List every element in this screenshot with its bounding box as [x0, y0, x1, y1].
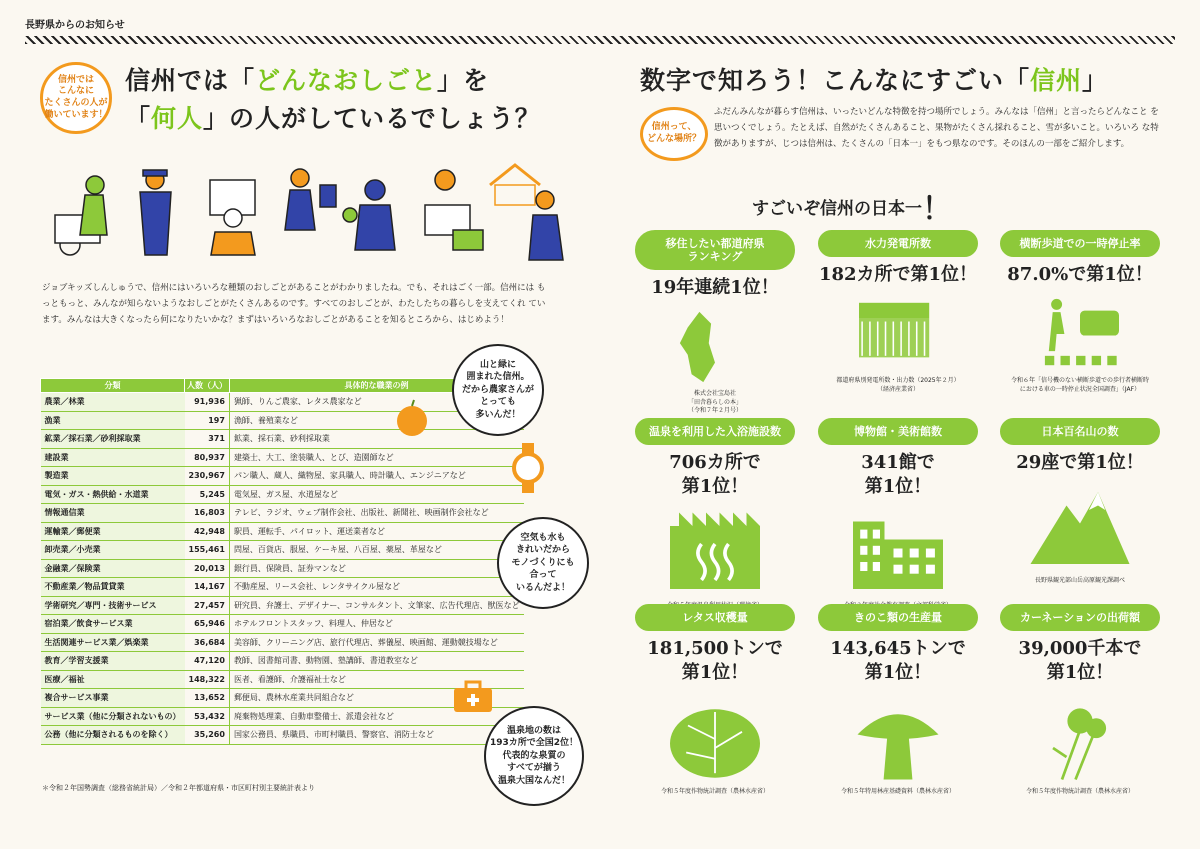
table-row: [41, 726, 524, 745]
dam-icon: [838, 295, 958, 373]
count-cell: 155,461: [185, 541, 230, 560]
example-cell: 駅員、運転手、パイロット、運送業者など: [229, 522, 523, 541]
header-examples: 具体的な職業の例: [229, 379, 523, 393]
right-badge: 信州って、 どんな場所？: [640, 107, 708, 161]
stat-label: レタス収穫量: [635, 604, 795, 631]
stat-label: カーネーションの出荷額: [1000, 604, 1160, 631]
example-cell: 美容師、クリーニング店、旅行代理店、葬儀屋、映画館、運動競技場など: [229, 633, 523, 652]
stat-source: 長野県観光部山岳高原観光課調べ: [1034, 577, 1125, 585]
stat-card: [635, 604, 795, 796]
mushroom-icon: [838, 694, 958, 784]
table-row: [41, 411, 524, 430]
stat-source: 都道府県別発電所数・出力数（2025年２月） （経済産業省）: [836, 377, 960, 393]
example-cell: 銀行員、保険員、証券マンなど: [229, 559, 523, 578]
category-cell: 運輸業／郵便業: [41, 522, 185, 541]
count-cell: 5,245: [185, 485, 230, 504]
stat-card: [635, 230, 795, 415]
category-cell: 鉱業／採石業／砂利採取業: [41, 430, 185, 449]
stat-value: 182カ所で第1位！: [818, 264, 978, 285]
example-cell: 漁師、養殖業など: [229, 411, 523, 430]
count-cell: 53,432: [185, 707, 230, 726]
count-cell: 20,013: [185, 559, 230, 578]
page-header: 長野県からのお知らせ: [25, 20, 125, 31]
table-row: [41, 652, 524, 671]
example-cell: 国家公務員、県職員、市町村職員、警察官、消防士など: [229, 726, 523, 745]
right-title: 数字で知ろう！こんなにすごい「信州」: [640, 66, 1109, 95]
stat-card: [1000, 604, 1160, 796]
nagano-map-icon: [655, 308, 775, 386]
category-cell: 宿泊業／飲食サービス業: [41, 615, 185, 634]
police-icon: [140, 170, 171, 255]
left-intro: ジョブキッズしんしゅうで、信州にはいろいろな種類のおしごとがあることがわかりましたね。でも、それはごく一部。信州には もっともっと、みんなが知らないようなおしごとがたくさんあるのです。すべてのおしごとが、わたしたちの暮らしを支えてくれ ています。みんなは大きくなったら何になりたいかな？まずはいろいろなおしごとがあることを知るところから、はじめよう！: [42, 283, 546, 326]
count-cell: 91,936: [185, 393, 230, 412]
count-cell: 230,967: [185, 467, 230, 486]
stat-value: 143,645トンで 第1位！: [830, 638, 966, 684]
carpenter-icon: [490, 165, 563, 260]
stat-card: [818, 418, 978, 610]
category-cell: 情報通信業: [41, 504, 185, 523]
category-cell: 金融業／保険業: [41, 559, 185, 578]
count-cell: 36,684: [185, 633, 230, 652]
example-cell: 電気屋、ガス屋、水道屋など: [229, 485, 523, 504]
count-cell: 13,652: [185, 689, 230, 708]
table-row: [41, 393, 524, 412]
subtitle-mark: ！: [922, 192, 952, 227]
count-cell: 42,948: [185, 522, 230, 541]
example-cell: 建築士、大工、塗装職人、とび、造園師など: [229, 448, 523, 467]
right-intro: ふだんみんなが暮らす信州は、いったいどんな特徴を持つ場所でしょう。みんなは「信州」と言ったらどんなこと を思いつくでしょう。たとえば、自然がたくさんあること、果物がたくさん採れること、雪が多いこと。いろいろ な特徴がありますが、じつは信州は、たくさんの「日本一」をもつ県なのです。そのほんの一部をご紹介します。: [714, 107, 1159, 150]
farm-bubble: 山と緑に 囲まれた信州。 だから農家さんが とっても 多いんだ！: [452, 344, 544, 436]
stat-source: 令和５年特用林産基礎資料（農林水産省）: [840, 787, 955, 795]
example-cell: 郵便局、農林水産業共同組合など: [229, 689, 523, 708]
mountain-icon: [1020, 483, 1140, 573]
stat-source: 令和５年度作物統計調査（農林水産省）: [660, 787, 769, 795]
category-cell: 製造業: [41, 467, 185, 486]
stat-source: 株式会社宝島社 「田舎暮らしの本」 （令和７年２月号）: [687, 390, 742, 415]
stat-source: 令和５年度作物統計調査（農林水産省）: [1025, 787, 1134, 795]
left-badge: 信州では こんなに たくさんの人が 働いています！: [40, 62, 112, 134]
table-row: [41, 633, 524, 652]
stat-value: 181,500トンで 第1位！: [647, 638, 783, 684]
example-cell: 廃棄物処理業、自動車整備士、派遣会社など: [229, 707, 523, 726]
category-cell: 生活関連サービス業／娯楽業: [41, 633, 185, 652]
stat-value: 29座で第1位！: [1016, 452, 1144, 473]
office-worker-icon: [210, 180, 255, 255]
stat-label: 温泉を利用した入浴施設数: [635, 418, 795, 445]
category-cell: 複合サービス事業: [41, 689, 185, 708]
table-row: [41, 615, 524, 634]
example-cell: 研究員、弁護士、デザイナー、コンサルタント、文筆家、広告代理店、獣医など: [229, 596, 523, 615]
stat-label: 水力発電所数: [818, 230, 978, 257]
table-row: [41, 541, 524, 560]
table-row: [41, 559, 524, 578]
count-cell: 35,260: [185, 726, 230, 745]
count-cell: 47,120: [185, 652, 230, 671]
onsen-icon: [655, 508, 775, 598]
stat-value: 87.0%で第1位！: [1007, 264, 1153, 285]
category-cell: 電気・ガス・熱供給・水道業: [41, 485, 185, 504]
lettuce-icon: [655, 694, 775, 784]
count-cell: 14,167: [185, 578, 230, 597]
example-cell: パン職人、蔵人、織物屋、家具職人、時計職人、エンジニアなど: [229, 467, 523, 486]
category-cell: 卸売業／小売業: [41, 541, 185, 560]
stat-label: きのこ類の生産量: [818, 604, 978, 631]
table-row: [41, 522, 524, 541]
stat-source: 令和６年「信号機のない横断歩道での歩行者横断時 における車の一時停止状況全国調査」（JAF）: [1010, 377, 1149, 393]
count-cell: 148,322: [185, 670, 230, 689]
onsen-bubble: 温泉地の数は 193カ所で全国2位！ 代表的な泉質の すべてが揃う 温泉大国なんだ！: [484, 706, 584, 806]
category-cell: 学術研究／専門・技術サービス: [41, 596, 185, 615]
count-cell: 65,946: [185, 615, 230, 634]
stat-card: [635, 418, 795, 610]
table-row: [41, 504, 524, 523]
museum-icon: [838, 508, 958, 598]
table-row: [41, 485, 524, 504]
stat-value: 19年連続1位！: [651, 277, 779, 298]
stat-value: 39,000千本で 第1位！: [1018, 638, 1142, 684]
category-cell: 漁業: [41, 411, 185, 430]
stat-card: [818, 604, 978, 796]
example-cell: 教師、図書館司書、動物園、塾講師、書道教室など: [229, 652, 523, 671]
example-cell: ホテルフロントスタッフ、料理人、仲居など: [229, 615, 523, 634]
category-cell: 建設業: [41, 448, 185, 467]
header-category: 分類: [41, 379, 185, 393]
count-cell: 371: [185, 430, 230, 449]
carnation-icon: [1020, 694, 1140, 784]
category-cell: 公務（他に分類されるものを除く）: [41, 726, 185, 745]
stat-value: 341館で 第1位！: [861, 452, 935, 498]
scientist-icon: [343, 180, 395, 250]
table-row: [41, 578, 524, 597]
table-row: [41, 448, 524, 467]
category-cell: 医療／福祉: [41, 670, 185, 689]
craft-bubble: 空気も水も きれいだから モノづくりにも 合って いるんだよ！: [497, 517, 589, 609]
engineer-icon: [425, 170, 483, 250]
count-cell: 27,457: [185, 596, 230, 615]
table-note: ＊令和２年国勢調査（総務省統計局）／令和２年都道府県・市区町村別主要統計表より: [42, 784, 315, 792]
table-row: [41, 467, 524, 486]
apple-icon: [392, 398, 432, 438]
table-row: [41, 596, 524, 615]
example-cell: テレビ、ラジオ、ウェブ制作会社、出版社、新聞社、映画制作会社など: [229, 504, 523, 523]
stat-card: [1000, 418, 1160, 586]
mechanic-icon: [55, 176, 107, 255]
watch-icon: [510, 443, 546, 493]
count-cell: 197: [185, 411, 230, 430]
stat-value: 706カ所で 第1位！: [669, 452, 761, 498]
example-cell: 不動産屋、リース会社、レンタサイクル屋など: [229, 578, 523, 597]
category-cell: 教育／学習支援業: [41, 652, 185, 671]
stat-label: 日本百名山の数: [1000, 418, 1160, 445]
crosswalk-icon: [1020, 295, 1140, 373]
teacher-icon: [285, 169, 336, 230]
category-cell: 不動産業／物品賃貸業: [41, 578, 185, 597]
example-cell: 問屋、百貨店、服屋、ケーキ屋、八百屋、薬屋、革屋など: [229, 541, 523, 560]
count-cell: 80,937: [185, 448, 230, 467]
example-cell: 医者、看護師、介護福祉士など: [229, 670, 523, 689]
worker-illustrations: [45, 160, 575, 265]
stat-card: [1000, 230, 1160, 394]
stat-label: 移住したい都道府県 ランキング: [635, 230, 795, 270]
table-row: [41, 430, 524, 449]
section-subtitle: すごいぞ信州の日本一！: [752, 192, 952, 227]
example-cell: 鉱業、採石業、砂利採取業: [229, 430, 523, 449]
stat-label: 博物館・美術館数: [818, 418, 978, 445]
header-stripe: [25, 36, 1175, 44]
stat-card: [818, 230, 978, 394]
count-cell: 16,803: [185, 504, 230, 523]
header-count: 人数（人）: [185, 379, 230, 393]
medical-kit-icon: [452, 680, 494, 714]
example-cell: 猟師、りんご農家、レタス農家など: [229, 393, 523, 412]
stat-label: 横断歩道での一時停止率: [1000, 230, 1160, 257]
category-cell: 農業／林業: [41, 393, 185, 412]
left-title: 信州では「どんなおしごと」を 「何人」の人がしているでしょう？: [125, 66, 541, 133]
category-cell: サービス業（他に分類されないもの）: [41, 707, 185, 726]
